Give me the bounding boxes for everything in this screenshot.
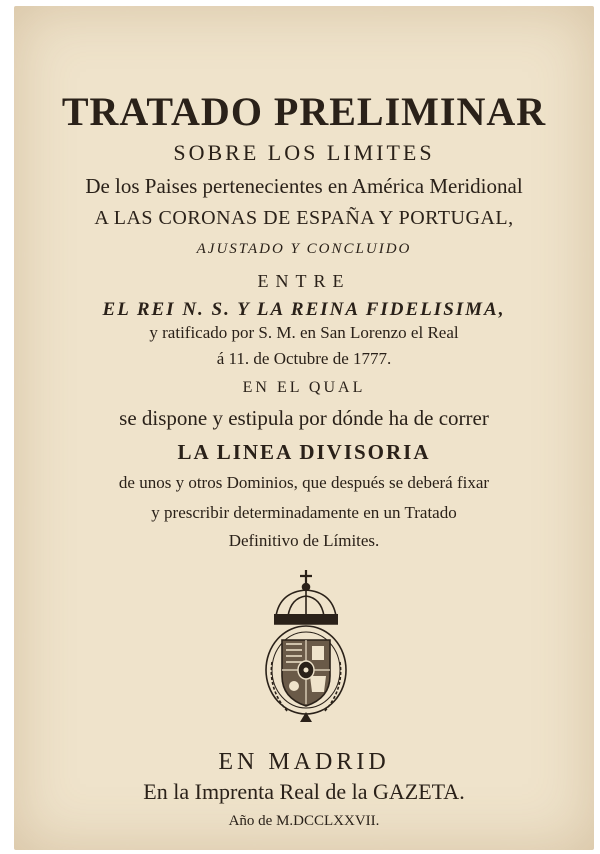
subtitle-paises: De los Paises pertenecientes en América Meridional: [85, 174, 523, 198]
title-page: [14, 6, 594, 850]
imprint-city: EN MADRID: [218, 749, 390, 775]
subtitle-ajustado: AJUSTADO Y CONCLUIDO: [196, 241, 412, 257]
dominios-line: de unos y otros Dominios, que después se deberá fixar: [118, 473, 490, 492]
subtitle-sobre: SOBRE LOS LIMITES: [173, 140, 435, 165]
date-line: á 11. de Octubre de 1777.: [216, 349, 392, 368]
linea-divisoria-line: LA LINEA DIVISORIA: [177, 440, 431, 464]
imprint-year: Año de M.DCCLXXVII.: [228, 813, 380, 829]
page-title: TRATADO PRELIMINAR: [61, 89, 547, 134]
subtitle-entre: ENTRE: [257, 271, 351, 291]
subtitle-qual: EN EL QUAL: [242, 379, 366, 396]
parties-line: EL REI N. S. Y LA REINA FIDELISIMA,: [102, 299, 506, 320]
dispone-line: se dispone y estipula por dónde ha de correr: [119, 406, 489, 430]
definitivo-line: Definitivo de Límites.: [228, 531, 380, 550]
subtitle-coronas: A LAS CORONAS DE ESPAÑA Y PORTUGAL,: [94, 207, 514, 229]
imprint-press: En la Imprenta Real de la GAZETA.: [143, 779, 465, 804]
royal-coat-of-arms-icon: [246, 566, 366, 726]
prescribir-line: y prescribir determinadamente en un Tratado: [151, 503, 457, 522]
ratification-line: y ratificado por S. M. en San Lorenzo el Real: [149, 323, 459, 342]
